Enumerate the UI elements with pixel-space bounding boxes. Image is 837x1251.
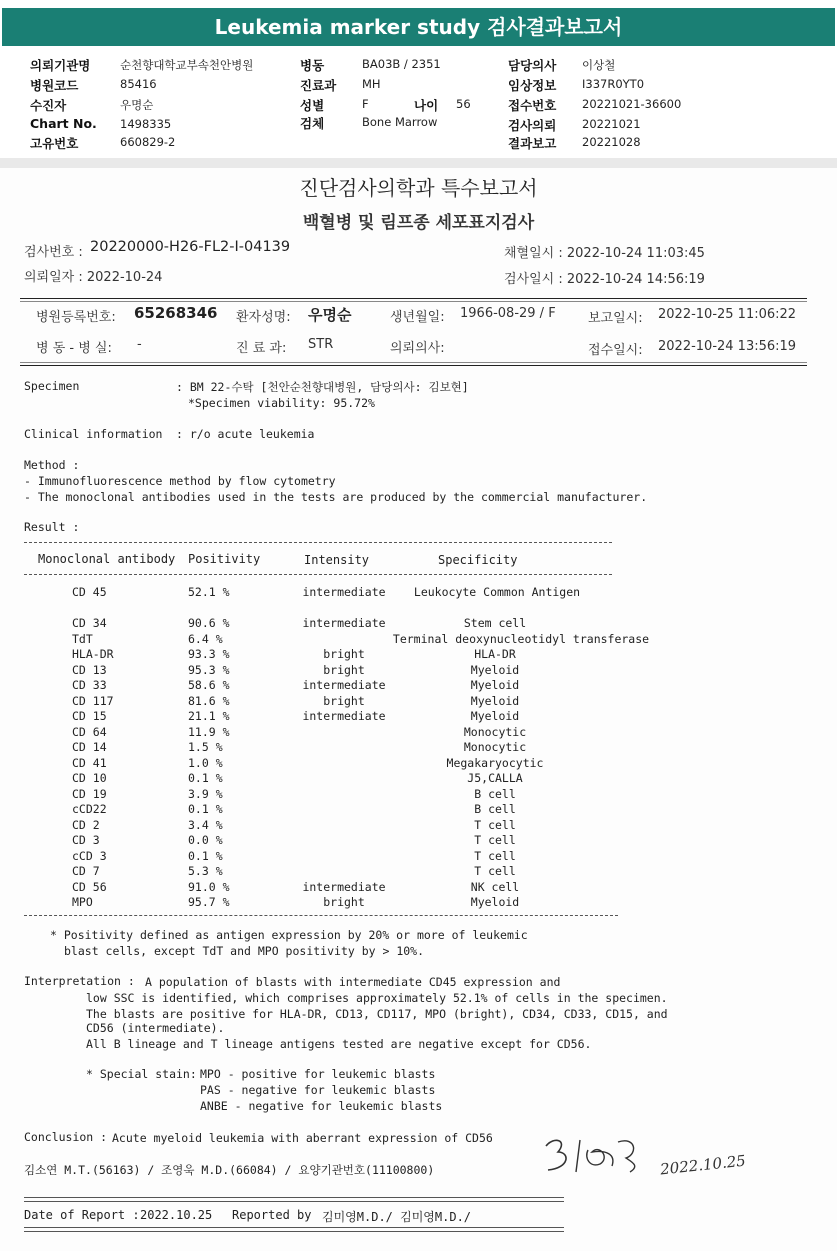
interpretation-line-4: CD56 (intermediate).	[86, 1021, 225, 1035]
antibody-name: CD 2	[72, 817, 100, 832]
field-value-department: MH	[362, 77, 381, 91]
intensity-value: intermediate	[302, 879, 386, 894]
exam-no: 20220000-H26-FL2-I-04139	[90, 239, 291, 255]
specificity-value: T cell	[474, 864, 516, 878]
positivity-value: 0.0 %	[188, 833, 223, 847]
antibody-name: CD 7	[72, 864, 100, 878]
field-label-institution: 의뢰기관명	[30, 58, 91, 73]
special-stain-anbe: ANBE - negative for leukemic blasts	[200, 1099, 443, 1113]
method-line-1: - Immunofluorescence method by flow cytometry	[24, 474, 336, 488]
antibody-name: CD 64	[72, 724, 107, 739]
col-header-positivity: Positivity	[188, 552, 261, 566]
receipt-time: 2022-10-24 13:56:19	[658, 339, 797, 354]
field-value-request-date: 20221021	[582, 117, 641, 131]
field-value-patient: 우명순	[120, 98, 154, 112]
field-value-unique-no: 660829-2	[120, 135, 176, 149]
field-label-age: 나이	[414, 98, 439, 113]
col-header-antibody: Monoclonal antibody	[38, 552, 176, 566]
patient-box-top-line-2	[20, 301, 807, 302]
specificity-value: Megakaryocytic	[446, 755, 544, 770]
specificity-value: Terminal deoxynucleotidyl transferase	[392, 631, 650, 646]
intensity-value: bright	[323, 693, 365, 708]
specificity-value: Stem cell	[463, 616, 527, 630]
positivity-value: 95.3 %	[188, 662, 230, 677]
specificity-value: B cell	[474, 802, 516, 816]
field-label-unique-no: 고유번호	[30, 136, 79, 151]
positivity-value: 90.6 %	[188, 616, 230, 630]
report-title-banner: Leukemia marker study 검사결과보고서	[2, 8, 835, 46]
specificity-value: Myeloid	[470, 895, 520, 909]
antibody-name: CD 41	[72, 755, 107, 770]
positivity-value: 91.0 %	[188, 879, 230, 894]
field-value-ward: BA03B / 2351	[362, 57, 441, 71]
antibody-name: CD 3	[72, 833, 100, 847]
specimen-viability: *Specimen viability: 95.72%	[188, 396, 375, 410]
positivity-value: 21.1 %	[188, 709, 230, 723]
specimen-label: Specimen	[24, 379, 80, 393]
signers: 김소연 M.T.(56163) / 조영욱 M.D.(66084) / 요양기관번호(11100800)	[24, 1163, 435, 1177]
field-value-doctor: 이상철	[582, 58, 616, 72]
specificity-value: T cell	[474, 817, 516, 832]
specificity-value: J5,CALLA	[467, 771, 523, 785]
date-of-report: 2022.10.25	[140, 1208, 213, 1222]
field-value-chart-no: 1498335	[120, 117, 172, 131]
reported-by: 김미영M.D./ 김미영M.D./	[322, 1210, 472, 1224]
positivity-value: 81.6 %	[188, 693, 230, 708]
specificity-value: Monocytic	[463, 740, 527, 754]
reg-no-label: 병원등록번호:	[36, 310, 116, 325]
report-main-title: 진단검사의학과 특수보고서	[299, 176, 538, 200]
antibody-name: CD 34	[72, 616, 107, 630]
field-value-clinical-info: I337R0YT0	[582, 77, 645, 91]
specificity-value: Myeloid	[470, 662, 520, 677]
field-label-sex: 성별	[300, 98, 325, 113]
field-value-institution: 순천향대학교부속천안병원	[120, 58, 254, 72]
specificity-value: Leukocyte Common Antigen	[413, 585, 581, 599]
specificity-value: HLA-DR	[474, 647, 516, 661]
col-header-intensity: Intensity	[304, 553, 370, 567]
collect-time: 채혈일시 : 2022-10-24 11:03:45	[504, 246, 705, 261]
footnote-line-2: blast cells, except TdT and MPO positivity by > 10%.	[64, 944, 425, 958]
specificity-value: NK cell	[470, 879, 520, 894]
field-label-ward: 병동	[300, 58, 325, 73]
interpretation-line-1: A population of blasts with intermediate CD45 expression and	[145, 975, 561, 989]
field-label-result-date: 결과보고	[508, 136, 557, 151]
antibody-name: cCD22	[72, 802, 107, 816]
field-label-department: 진료과	[300, 78, 337, 93]
clinical-info-label: Clinical information	[24, 427, 163, 441]
specificity-value: Monocytic	[463, 724, 527, 739]
field-value-specimen-type: Bone Marrow	[362, 115, 438, 129]
field-label-clinical-info: 임상정보	[508, 78, 557, 93]
receipt-time-label: 접수일시:	[588, 343, 643, 358]
antibody-name: CD 13	[72, 662, 107, 677]
interpretation-label: Interpretation :	[24, 974, 135, 988]
positivity-value: 0.1 %	[188, 802, 223, 816]
specificity-value: T cell	[474, 833, 516, 847]
antibody-name: CD 45	[72, 585, 107, 599]
ward-label: 병 동 - 병 실:	[36, 341, 112, 356]
footnote-line-1: * Positivity defined as antigen expression by 20% or more of leukemic	[50, 928, 528, 942]
positivity-value: 58.6 %	[188, 678, 230, 692]
dept-value: STR	[308, 337, 334, 352]
specificity-value: Myeloid	[470, 678, 520, 692]
patient-name: 우명순	[308, 306, 352, 324]
antibody-name: cCD 3	[72, 848, 107, 863]
positivity-value: 1.5 %	[188, 740, 223, 754]
positivity-value: 11.9 %	[188, 724, 230, 739]
date-of-report-label: Date of Report :	[24, 1208, 140, 1222]
field-label-doctor: 담당의사	[508, 58, 557, 73]
antibody-name: TdT	[72, 631, 93, 646]
field-label-specimen-type: 검체	[300, 116, 325, 131]
intensity-value: bright	[323, 662, 365, 677]
interpretation-line-3: The blasts are positive for HLA-DR, CD13, CD117, MPO (bright), CD34, CD33, CD15, and	[86, 1007, 668, 1021]
special-stain-label: * Special stain:	[86, 1067, 197, 1081]
antibody-name: CD 33	[72, 678, 107, 692]
interpretation-line-2: low SSC is identified, which comprises approximately 52.1% of cells in the specimen.	[86, 991, 668, 1005]
positivity-value: 52.1 %	[188, 585, 230, 599]
report-footer-top-rule	[24, 1197, 564, 1202]
table-bottom-rule	[24, 915, 618, 916]
ordering-doctor-label: 의뢰의사:	[390, 341, 445, 356]
clinical-info-value: : r/o acute leukemia	[176, 427, 315, 441]
conclusion-label: Conclusion :	[24, 1130, 108, 1144]
antibody-name: CD 19	[72, 786, 107, 801]
antibody-name: CD 56	[72, 879, 107, 894]
report-subtitle: 백혈병 및 림프종 세포표지검사	[302, 213, 535, 233]
result-label: Result :	[24, 520, 80, 534]
special-stain-pas: PAS - negative for leukemic blasts	[200, 1083, 436, 1097]
specimen-line-1: : BM 22-수탁 [천안순천향대병원, 담당의사: 김보현]	[176, 380, 469, 394]
field-label-chart-no: Chart No.	[30, 116, 97, 131]
signature-date: 2022.10.25	[659, 1151, 747, 1179]
method-line-2: - The monoclonal antibodies used in the tests are produced by the commercial manufacturer.	[24, 490, 648, 504]
specificity-value: B cell	[474, 786, 516, 801]
patient-box-bottom-line	[20, 362, 807, 363]
antibody-name: HLA-DR	[72, 647, 114, 661]
intensity-value: intermediate	[302, 616, 386, 630]
intensity-value: intermediate	[302, 709, 386, 723]
dob: 1966-08-29 / F	[460, 306, 556, 321]
intensity-value: intermediate	[302, 678, 386, 692]
test-time: 검사일시 : 2022-10-24 14:56:19	[504, 272, 705, 287]
field-value-sex: F	[362, 97, 369, 111]
positivity-value: 1.0 %	[188, 755, 223, 770]
specificity-value: T cell	[474, 848, 516, 863]
field-label-patient: 수진자	[30, 98, 67, 113]
dob-label: 생년월일:	[390, 310, 445, 325]
report-time-label: 보고일시:	[588, 311, 643, 326]
field-label-request-date: 검사의뢰	[508, 118, 557, 133]
reported-by-label: Reported by	[232, 1208, 312, 1222]
field-label-hospital-code: 병원코드	[30, 78, 79, 93]
col-header-specificity: Specificity	[438, 553, 518, 567]
specificity-value: Myeloid	[470, 693, 520, 708]
method-label: Method :	[24, 458, 80, 472]
request-date: 의뢰일자 : 2022-10-24	[24, 270, 163, 285]
special-stain-mpo: MPO - positive for leukemic blasts	[200, 1067, 436, 1081]
report-header	[0, 0, 837, 48]
dept-label: 진 료 과:	[236, 341, 287, 356]
positivity-value: 5.3 %	[188, 864, 223, 878]
positivity-value: 95.7 %	[188, 895, 230, 909]
table-top-rule	[24, 542, 612, 543]
positivity-value: 0.1 %	[188, 848, 223, 863]
intensity-value: bright	[323, 647, 365, 661]
antibody-name: CD 15	[72, 709, 107, 723]
positivity-value: 3.4 %	[188, 817, 223, 832]
conclusion-value: Acute myeloid leukemia with aberrant expression of CD56	[112, 1131, 493, 1145]
positivity-value: 3.9 %	[188, 786, 223, 801]
positivity-value: 0.1 %	[188, 771, 223, 785]
antibody-name: CD 117	[72, 693, 114, 708]
exam-no-label: 검사번호 :	[24, 245, 83, 260]
antibody-name: CD 10	[72, 771, 107, 785]
positivity-value: 93.3 %	[188, 647, 230, 661]
intensity-value: intermediate	[302, 585, 386, 599]
section-divider	[0, 158, 837, 168]
field-value-receipt-no: 20221021-36600	[582, 97, 682, 111]
reg-no: 65268346	[134, 304, 218, 322]
report-time: 2022-10-25 11:06:22	[658, 307, 797, 322]
field-value-result-date: 20221028	[582, 135, 641, 149]
ward-value: -	[137, 337, 142, 352]
antibody-name: MPO	[72, 895, 93, 909]
patient-box-top-line	[20, 298, 807, 299]
specificity-value: Myeloid	[470, 709, 520, 723]
intensity-value: bright	[323, 895, 365, 909]
table-header-rule	[24, 574, 612, 575]
field-value-hospital-code: 85416	[120, 77, 157, 91]
field-label-receipt-no: 접수번호	[508, 98, 557, 113]
report-footer-bottom-rule	[24, 1227, 564, 1232]
patient-name-label: 환자성명:	[236, 310, 291, 325]
antibody-name: CD 14	[72, 740, 107, 754]
positivity-value: 6.4 %	[188, 631, 223, 646]
field-value-age: 56	[456, 97, 471, 111]
interpretation-line-5: All B lineage and T lineage antigens tested are negative except for CD56.	[86, 1037, 592, 1051]
patient-box-bottom-line-2	[20, 365, 807, 366]
